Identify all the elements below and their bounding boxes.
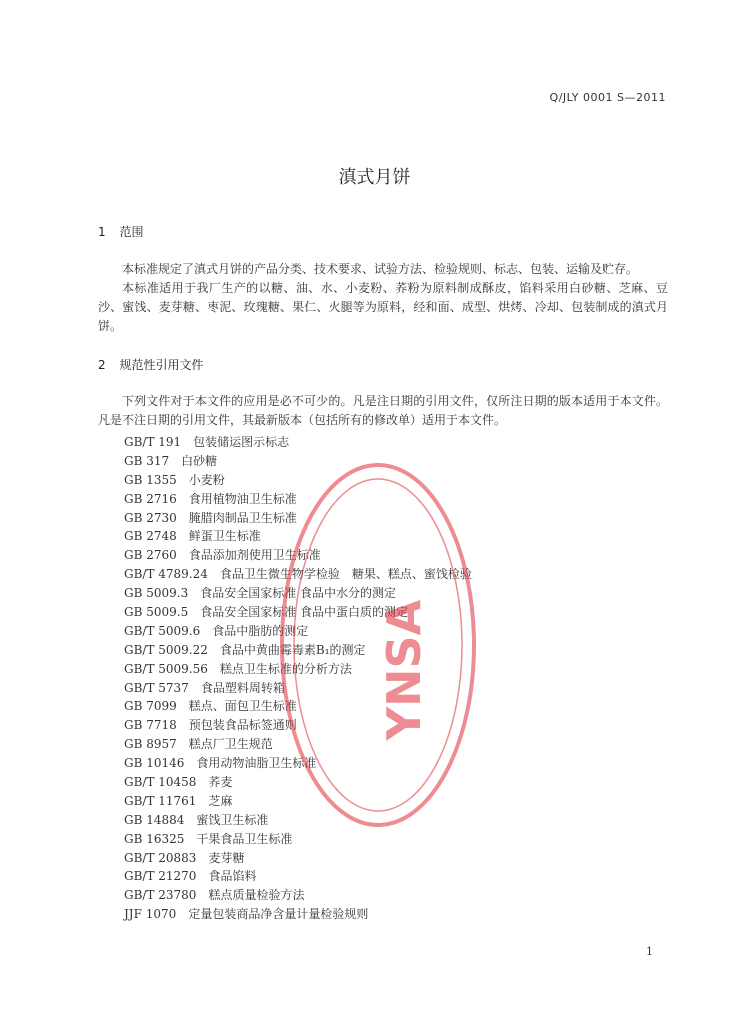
reference-code: GB 7099 [124, 699, 177, 714]
reference-list [124, 433, 472, 924]
reference-title: 腌腊肉制品卫生标准 [188, 510, 297, 525]
reference-item [124, 471, 472, 490]
section-number: 2 [98, 358, 106, 372]
reference-item [124, 490, 472, 509]
reference-code: GB 10146 [124, 756, 185, 771]
reference-item [124, 509, 472, 528]
section-heading-scope [98, 223, 143, 240]
section-title: 范围 [119, 225, 144, 239]
reference-item [124, 527, 472, 546]
reference-item [124, 603, 472, 622]
reference-item [124, 792, 472, 811]
reference-code: GB/T 11761 [124, 793, 197, 808]
reference-code: GB/T 10458 [124, 775, 197, 790]
reference-item [124, 867, 472, 886]
reference-code: GB 317 [124, 453, 170, 468]
reference-title: 食品馅料 [208, 869, 257, 884]
reference-title: 食品安全国家标准 食品中水分的测定 [200, 586, 397, 601]
reference-code: GB 1355 [124, 472, 177, 487]
paragraph: 本标准适用于我厂生产的以糖、油、水、小麦粉、荞粉为原料制成酥皮，馅料采用白砂糖、芝麻、豆沙、蜜饯、麦芽糖、枣泥、玫瑰糖、果仁、火腿等为原料，经和面、成型、烘烤、冷却、包装制成的滇式月饼。 [98, 281, 668, 333]
reference-code: GB/T 21270 [124, 869, 197, 884]
reference-item [124, 641, 472, 660]
paragraph: 本标准规定了滇式月饼的产品分类、技术要求、试验方法、检验规则、标志、包装、运输及贮存。 [122, 262, 639, 276]
reference-item [124, 565, 472, 584]
section-heading-normative-references [98, 356, 203, 373]
reference-title: 食品卫生微生物学检验 糖果、糕点、蜜饯检验 [219, 567, 472, 582]
reference-item [124, 433, 472, 452]
reference-item [124, 849, 472, 868]
reference-title: 干果食品卫生标准 [196, 831, 293, 846]
reference-code: GB 16325 [124, 831, 185, 846]
reference-title: 定量包装商品净含量计量检验规则 [188, 907, 369, 922]
reference-title: 食品中脂肪的测定 [212, 623, 309, 638]
reference-code: GB 8957 [124, 737, 177, 752]
reference-title: 芝麻 [208, 793, 233, 808]
reference-title: 食品中黄曲霉毒素B₁的测定 [219, 642, 366, 657]
reference-title: 包装储运图示标志 [193, 435, 290, 449]
reference-code: GB 14884 [124, 812, 185, 827]
reference-title: 食品塑料周转箱 [200, 680, 285, 695]
reference-title: 食用植物油卫生标准 [188, 491, 297, 506]
reference-title: 食品添加剂使用卫生标准 [188, 548, 321, 563]
reference-item [124, 886, 472, 905]
reference-item [124, 716, 472, 735]
reference-code: GB 2730 [124, 510, 177, 525]
reference-item [124, 773, 472, 792]
reference-title: 食用动物油脂卫生标准 [196, 756, 317, 771]
paragraph: 下列文件对于本文件的应用是必不可少的。凡是注日期的引用文件，仅所注日期的版本适用于本文件。凡是不注日期的引用文件，其最新版本（包括所有的修改单）适用于本文件。 [98, 394, 668, 427]
page-title: 滇式月饼 [338, 167, 411, 188]
section-number: 1 [98, 225, 106, 239]
reference-item [124, 660, 472, 679]
reference-code: GB/T 20883 [124, 850, 197, 865]
reference-code: JJF 1070 [124, 907, 177, 922]
reference-title: 糕点质量检验方法 [208, 888, 305, 903]
reference-item [124, 452, 472, 471]
reference-title: 糕点、面包卫生标准 [188, 699, 297, 714]
reference-item [124, 546, 472, 565]
reference-code: GB 5009.3 [124, 586, 189, 601]
standard-code: Q/JLY 0001 S—2011 [549, 91, 666, 104]
page-number: 1 [646, 945, 653, 958]
reference-item [124, 811, 472, 830]
reference-title: 预包装食品标签通则 [188, 718, 297, 733]
reference-code: GB/T 5009.22 [124, 642, 208, 657]
reference-code: GB 7718 [124, 718, 177, 733]
reference-item [124, 735, 472, 754]
reference-item [124, 697, 472, 716]
reference-title: 蜜饯卫生标准 [196, 812, 269, 827]
reference-title: 小麦粉 [188, 472, 225, 487]
reference-code: GB/T 5737 [124, 680, 189, 695]
reference-title: 白砂糖 [181, 453, 218, 468]
reference-code: GB 2716 [124, 491, 177, 506]
reference-item [124, 584, 472, 603]
reference-title: 鲜蛋卫生标准 [188, 529, 261, 544]
reference-item [124, 754, 472, 773]
reference-code: GB/T 4789.24 [124, 567, 208, 582]
reference-item [124, 622, 472, 641]
reference-item [124, 830, 472, 849]
reference-code: GB/T 5009.56 [124, 661, 208, 676]
reference-code: GB 2760 [124, 548, 177, 563]
reference-item [124, 679, 472, 698]
reference-code: GB/T 5009.6 [124, 623, 201, 638]
reference-code: GB 2748 [124, 529, 177, 544]
reference-title: 荞麦 [208, 775, 233, 790]
reference-code: GB/T 23780 [124, 888, 197, 903]
reference-item [124, 905, 472, 924]
reference-code: GB 5009.5 [124, 605, 189, 620]
reference-code: GB/T 191 [124, 435, 182, 449]
reference-title: 食品安全国家标准 食品中蛋白质的测定 [200, 605, 409, 620]
reference-title: 麦芽糖 [208, 850, 245, 865]
reference-title: 糕点卫生标准的分析方法 [219, 661, 352, 676]
reference-title: 糕点厂卫生规范 [188, 737, 273, 752]
section-title: 规范性引用文件 [119, 358, 204, 372]
seal-text: YNSA [377, 599, 431, 741]
